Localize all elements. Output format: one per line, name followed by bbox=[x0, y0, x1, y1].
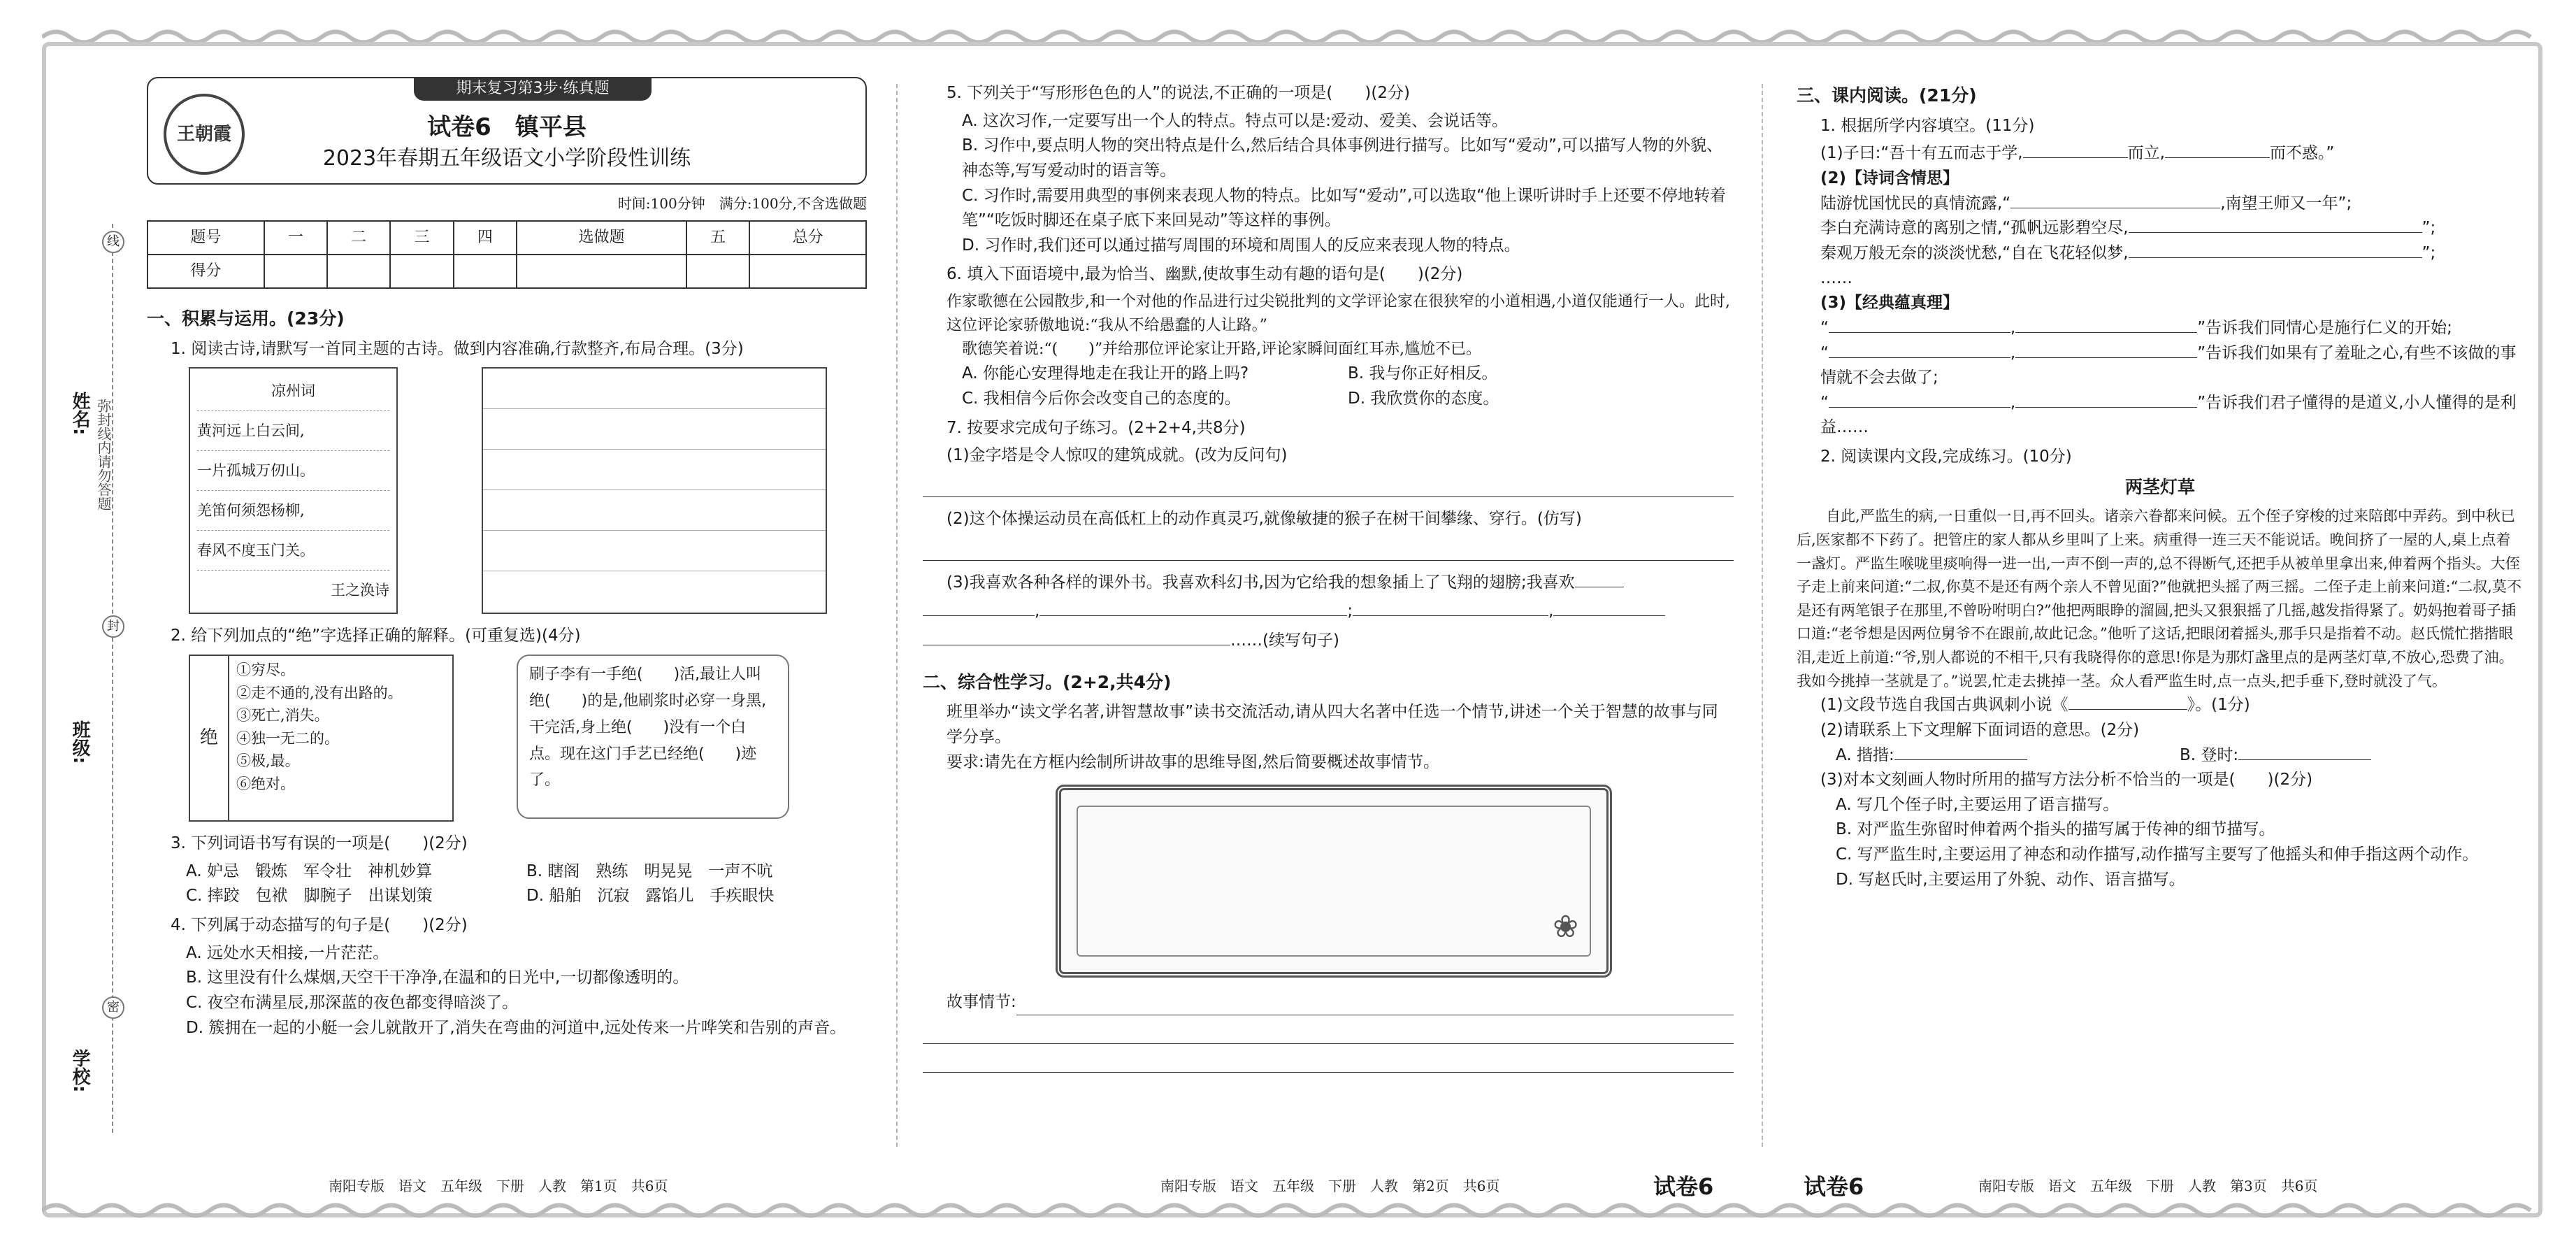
q1-part-2-text: 秦观万般无奈的淡淡忧愁,“自在飞花轻似梦, bbox=[1820, 243, 2129, 262]
score-cell[interactable] bbox=[264, 255, 327, 288]
footer-paper-label-left: 试卷6 bbox=[1804, 1173, 1864, 1200]
binding-note: 弥封线内请勿答题 bbox=[95, 399, 112, 510]
q6-story-cont: 歌德笑着说:“( )”并给那位评论家让开路,评论家瞬间面红耳赤,尴尬不已。 bbox=[962, 341, 1482, 359]
jue-definition: ①穷尽。 bbox=[236, 662, 295, 679]
score-cell[interactable] bbox=[749, 255, 866, 288]
passage-title: 两茎灯草 bbox=[2124, 476, 2195, 497]
q2-part-3-option[interactable]: B. 对严监生弥留时伸着两个指头的描写属于传神的细节描写。 bbox=[1836, 820, 2275, 839]
answer-line[interactable] bbox=[1016, 994, 1734, 1015]
answer-blank[interactable] bbox=[1829, 332, 2010, 333]
name-label: 姓名: bbox=[69, 392, 90, 436]
section3-question-1: 1. 根据所学内容填空。(11分) bbox=[1820, 116, 2035, 135]
q5-option[interactable]: C. 习作时,需要用典型的事例来表现人物的特点。比如写“爱动”,可以选取“他上课听讲时手上还要不停地转着笔”“吃饭时脚还在桌子底下来回晃动”等这样的事例。 bbox=[962, 186, 1727, 230]
answer-blank[interactable] bbox=[1829, 407, 2010, 408]
story-plot-row bbox=[923, 990, 1734, 1015]
q3-option[interactable]: B. 瞎阁 熟练 明晃晃 一声不吭 bbox=[526, 862, 773, 880]
q1-part-2-text: 李白充满诗意的离别之情,“孤帆远影碧空尽, bbox=[1820, 219, 2129, 238]
q1-part-2: (2)【诗词含情思】 bbox=[1820, 169, 1959, 188]
score-table bbox=[147, 220, 867, 289]
score-cell[interactable] bbox=[454, 255, 517, 288]
q1-part-3: (3)【经典蕴真理】 bbox=[1820, 294, 1959, 313]
column-divider-2 bbox=[1762, 84, 1763, 1147]
q1-part-3-text: ”告诉我们君子懂得的是道义,小人懂得的是利益…… bbox=[1820, 393, 2517, 437]
paper-subtitle: 2023年春期五年级语文小学阶段性训练 bbox=[322, 146, 691, 171]
jue-definition: ②走不通的,没有出路的。 bbox=[236, 684, 403, 701]
answer-line[interactable] bbox=[923, 1015, 1734, 1044]
passage-text: 自此,严监生的病,一日重似一日,再不回头。诸亲六眷都来问候。五个侄子穿梭的过来陪郎中弄药。到中秋已后,医家都不下药了。把管庄的家人都从乡里叫了上来。病重得一连三天不能说话。晚间挤了一屋的人,桌上点着一盏灯。严监生喉咙里痰响得一进一出,一声不倒一声的,总不得断气,还把手从被单里拿出来,伸着两个指头。大侄子走上前来问道:“二叔,你莫不是还有两个亲人不曾见面?”他就把头摇了两三摇。二侄子走上前来问道:“二叔,莫不是还有两笔银子在那里,不曾吩咐明白?”他把两眼睁的溜圆,把头又狠狠摇了几摇,越发指得紧了。奶妈抱着哥子插口道:“老爷想是因两位舅爷不在跟前,故此记念。”他听了这话,把眼闭着摇头,那手只是指着不动。赵氏慌忙揩揩眼泪,走近上前道:“爷,别人都说的不相干,只有我晓得你的意思!你是为那灯盏里点的是两茎灯草,不放心,恐费了油。我如今挑掉一茎就是了。”说罢,忙走去挑掉一茎。众人看严监生时,点一点头,把手垂下,登时就没了气。 bbox=[1797, 508, 2521, 689]
answer-blank[interactable] bbox=[1829, 357, 2010, 358]
score-cell[interactable] bbox=[686, 255, 749, 288]
score-cell[interactable] bbox=[327, 255, 390, 288]
footer-page-2: 南阳专版 语文 五年级 下册 人教 第2页 共6页 bbox=[1160, 1178, 1500, 1194]
answer-blank[interactable] bbox=[2068, 709, 2187, 710]
jue-sentence-bubble: 刷子李有一手绝( )活,最让人叫绝( )的是,他刷浆时必穿一身黑,干完活,身上绝( )没有一个白点。现在这门手艺已经绝( )迹了。 bbox=[517, 655, 789, 819]
q6-option[interactable]: D. 我欣赏你的态度。 bbox=[1348, 389, 1499, 408]
score-header: 二 bbox=[327, 221, 390, 255]
answer-blank[interactable] bbox=[2015, 357, 2197, 358]
q2-part-2: (2)请联系上下文理解下面词语的意思。(2分) bbox=[1820, 720, 2140, 739]
section-2-requirement: 要求:请先在方框内绘制所讲故事的思维导图,然后简要概述故事情节。 bbox=[947, 752, 1440, 771]
question-4: 4. 下列属于动态描写的句子是( )(2分) bbox=[171, 915, 468, 934]
poem-box bbox=[189, 367, 398, 614]
q1-part-3-b: “ , ”告诉我们如果有了羞耻之心,有些不该做的事情就不会去做了; bbox=[1820, 343, 2517, 387]
header-tag: 期末复习第3步·练真题 bbox=[414, 77, 652, 101]
answer-blank[interactable] bbox=[1353, 615, 1548, 616]
q1-part-2-c: 秦观万般无奈的淡淡忧愁,“自在飞花轻似梦, ”; bbox=[1820, 243, 2436, 262]
binding-circle-mi: 密 bbox=[102, 996, 124, 1019]
score-header: 选做题 bbox=[517, 221, 686, 255]
column-2 bbox=[923, 77, 1734, 1073]
answer-blank[interactable] bbox=[2129, 232, 2422, 233]
q2-part-2-text: B. 登时: bbox=[2180, 745, 2239, 764]
answer-blank[interactable] bbox=[2238, 759, 2371, 760]
jue-char: 绝 bbox=[190, 656, 229, 820]
poem-line: 春风不度玉门关。 bbox=[197, 531, 389, 571]
answer-blank[interactable] bbox=[923, 615, 1035, 616]
q6-option[interactable]: A. 你能心安理得地走在我让开的路上吗? bbox=[962, 364, 1249, 383]
jue-definition: ⑤极,最。 bbox=[236, 752, 300, 770]
question-6: 6. 填入下面语境中,最为恰当、幽默,使故事生动有趣的语句是( )(2分) bbox=[947, 265, 1463, 284]
score-header: 总分 bbox=[749, 221, 866, 255]
answer-blank[interactable] bbox=[2015, 332, 2197, 333]
question-3: 3. 下列词语书写有误的一项是( )(2分) bbox=[171, 834, 468, 853]
jue-definitions-box bbox=[189, 655, 454, 822]
score-header: 一 bbox=[264, 221, 327, 255]
score-header: 五 bbox=[686, 221, 749, 255]
q2-part-2-a bbox=[1836, 743, 2180, 769]
answer-line[interactable] bbox=[923, 532, 1734, 561]
q1-part-1-text: 而不惑。” bbox=[2269, 144, 2335, 163]
time-info: 时间:100分钟 满分:100分,不含选做题 bbox=[617, 195, 867, 212]
q2-part-3-option[interactable]: D. 写赵氏时,主要运用了外貌、动作、语言描写。 bbox=[1836, 870, 2185, 889]
answer-blank[interactable] bbox=[2165, 157, 2270, 158]
q2-part-1 bbox=[1797, 693, 2524, 718]
poem-line: 王之涣诗 bbox=[331, 582, 389, 599]
q7-part-3-end: ……(续写句子) bbox=[1230, 631, 1339, 650]
poem-writing-grid[interactable] bbox=[482, 367, 827, 614]
q2-part-3-option[interactable]: C. 写严监生时,主要运用了神态和动作描写,动作描写主要写了他摇头和伸手指这两个动作。 bbox=[1836, 845, 2479, 864]
section-2-text: 班里举办“读文学名著,讲智慧故事”读书交流活动,请从四大名著中任选一个情节,讲述一个关于智慧的故事与同学分享。 bbox=[947, 703, 1718, 746]
jue-definition: ③死亡,消失。 bbox=[236, 707, 329, 724]
q2-part-3-option[interactable]: A. 写几个侄子时,主要运用了语言描写。 bbox=[1836, 795, 2120, 814]
q6-story: 作家歌德在公园散步,和一个对他的作品进行过尖锐批判的文学评论家在很狭窄的小道相遇,小道仅能通行一人。此时,这位评论家骄傲地说:“我从不给愚蠢的人让路。” bbox=[947, 293, 1730, 335]
q7-part-3 bbox=[923, 571, 1734, 596]
q7-part-3-line bbox=[923, 629, 1734, 654]
q4-option[interactable]: D. 簇拥在一起的小艇一会儿就散开了,消失在弯曲的河道中,远处传来一片哗笑和告别的声音。 bbox=[186, 1018, 846, 1037]
jue-definition: ④独一无二的。 bbox=[236, 729, 339, 747]
q6-option[interactable]: B. 我与你正好相反。 bbox=[1348, 364, 1498, 383]
score-row-label: 得分 bbox=[147, 255, 264, 288]
q2-part-1-text: 》。(1分) bbox=[2187, 696, 2250, 715]
q1-part-2-text: 陆游忧国忧民的真情流露,“ bbox=[1820, 194, 2011, 213]
q4-option[interactable]: A. 远处水天相接,一片茫茫。 bbox=[186, 943, 389, 962]
q4-option[interactable]: C. 夜空布满星辰,那深蓝的夜色都变得暗淡了。 bbox=[186, 993, 518, 1012]
q3-option[interactable]: A. 妒忌 锻炼 军令壮 神机妙算 bbox=[186, 862, 432, 880]
q6-option[interactable]: C. 我相信今后你会改变自己的态度的。 bbox=[962, 389, 1241, 408]
question-5: 5. 下列关于“写形形色色的人”的说法,不正确的一项是( )(2分) bbox=[947, 84, 1410, 102]
q2-part-1-text: (1)文段节选自我国古典讽刺小说《 bbox=[1820, 696, 2068, 715]
q1-part-3-text: ”告诉我们如果有了羞耻之心,有些不该做的事情就不会去做了; bbox=[1820, 343, 2517, 387]
q1-part-3-a: “ , ”告诉我们同情心是施行仁义的开始; bbox=[1820, 318, 2452, 337]
answer-blank[interactable] bbox=[1894, 759, 2027, 760]
q3-option[interactable]: D. 船舶 沉寂 露馅儿 手疾眼快 bbox=[526, 887, 775, 906]
section-1-title: 一、积累与运用。(23分) bbox=[147, 308, 345, 329]
publisher-logo: 王朝霞 bbox=[164, 94, 245, 175]
q4-option[interactable]: B. 这里没有什么煤烟,天空干干净净,在温和的日光中,一切都像透明的。 bbox=[186, 968, 689, 987]
q2-part-2-text: A. 揩揩: bbox=[1836, 745, 1894, 764]
question-1: 1. 阅读古诗,请默写一首同主题的古诗。做到内容准确,行款整齐,布局合理。(3分) bbox=[171, 339, 744, 358]
footer-page-1: 南阳专版 语文 五年级 下册 人教 第1页 共6页 bbox=[329, 1178, 668, 1194]
q7-part-3-blanks: , ; , bbox=[923, 599, 1734, 624]
answer-blank[interactable] bbox=[1039, 615, 1347, 616]
q7-part-3-text: (3)我喜欢各种各样的课外书。我喜欢科幻书,因为它给我的想象插上了飞翔的翅膀;我喜欢 bbox=[947, 573, 1575, 592]
school-label: 学校: bbox=[69, 1049, 90, 1093]
q5-option[interactable]: A. 这次习作,一定要写出一个人的特点。特点可以是:爱动、爱美、会说话等。 bbox=[962, 111, 1509, 130]
answer-blank[interactable] bbox=[2129, 257, 2422, 258]
mind-map-board[interactable] bbox=[1056, 785, 1612, 978]
poem-line: 羌笛何须怨杨柳, bbox=[197, 491, 389, 531]
answer-line[interactable] bbox=[923, 469, 1734, 497]
answer-line[interactable] bbox=[923, 1044, 1734, 1073]
class-label: 班级: bbox=[69, 720, 90, 764]
footer-page-3: 南阳专版 语文 五年级 下册 人教 第3页 共6页 bbox=[1978, 1178, 2318, 1194]
section-2-title: 二、综合性学习。(2+2,共4分) bbox=[923, 671, 1172, 692]
score-header: 四 bbox=[454, 221, 517, 255]
q1-part-1-text: 而立, bbox=[2127, 144, 2165, 163]
column-divider-1 bbox=[896, 84, 898, 1147]
q1-part-3-c: “ , ”告诉我们君子懂得的是道义,小人懂得的是利益…… bbox=[1820, 393, 2517, 437]
question-2: 2. 给下列加点的“绝”字选择正确的解释。(可重复选)(4分) bbox=[171, 627, 581, 645]
q1-part-1-text: (1)子曰:“吾十有五而志于学, bbox=[1820, 144, 2023, 163]
poem-line: 凉州词 bbox=[197, 371, 389, 411]
answer-blank[interactable] bbox=[2015, 407, 2197, 408]
flower-icon: ❀ bbox=[1553, 909, 1578, 945]
q3-option[interactable]: C. 摔跤 包袱 脚腕子 出谋划策 bbox=[186, 887, 433, 906]
score-cell[interactable] bbox=[390, 255, 453, 288]
footer-paper-label-right: 试卷6 bbox=[1653, 1173, 1714, 1200]
paper-title: 试卷6 镇平县 bbox=[427, 113, 587, 141]
q1-part-2-a bbox=[1797, 192, 2524, 217]
q1-part-3-text: ”告诉我们同情心是施行仁义的开始; bbox=[2197, 318, 2452, 337]
q5-option[interactable]: D. 习作时,我们还可以通过描写周围的环境和周围人的反应来表现人物的特点。 bbox=[962, 236, 1520, 255]
q7-part-1: (1)金字塔是令人惊叹的建筑成就。(改为反问句) bbox=[947, 446, 1288, 465]
binding-circle-xian: 线 bbox=[102, 231, 124, 253]
poem-line: 一片孤城万仞山。 bbox=[197, 451, 389, 491]
binding-circle-feng: 封 bbox=[102, 615, 124, 638]
section3-question-2: 2. 阅读课内文段,完成练习。(10分) bbox=[1820, 448, 2072, 466]
answer-blank[interactable] bbox=[2023, 157, 2128, 158]
answer-blank[interactable] bbox=[1553, 615, 1665, 616]
q2-part-2-b bbox=[2180, 743, 2524, 769]
header-box bbox=[147, 77, 867, 185]
q1-part-2-more: …… bbox=[1820, 269, 1852, 287]
q7-part-2: (2)这个体操运动员在高低杠上的动作真灵巧,就像敏捷的猴子在树干间攀缘、穿行。(仿写) bbox=[947, 509, 1582, 528]
wave-border-bottom bbox=[42, 1200, 2542, 1221]
score-header: 三 bbox=[390, 221, 453, 255]
q1-part-1 bbox=[1797, 141, 2524, 166]
q1-part-2-text: ,南望王师又一年”; bbox=[2220, 194, 2352, 213]
story-plot-label: 故事情节: bbox=[947, 993, 1016, 1012]
jue-definition: ⑥绝对。 bbox=[236, 775, 295, 792]
q5-option[interactable]: B. 习作中,要点明人物的突出特点是什么,然后结合具体事例进行描写。比如写“爱动”,可以描写人物的外貌、神态等,写写爱动时的语言等。 bbox=[962, 136, 1723, 180]
column-1 bbox=[147, 77, 867, 1041]
q1-part-2-b: 李白充满诗意的离别之情,“孤帆远影碧空尽, ”; bbox=[1820, 219, 2436, 238]
q2-part-3: (3)对本文刻画人物时所用的描写方法分析不恰当的一项是( )(2分) bbox=[1820, 771, 2313, 789]
score-cell[interactable] bbox=[517, 255, 686, 288]
section-3-title: 三、课内阅读。(21分) bbox=[1797, 85, 1977, 106]
score-header: 题号 bbox=[147, 221, 264, 255]
column-3 bbox=[1797, 77, 2524, 892]
question-7: 7. 按要求完成句子练习。(2+2+4,共8分) bbox=[947, 418, 1246, 437]
poem-line: 黄河远上白云间, bbox=[197, 411, 389, 451]
